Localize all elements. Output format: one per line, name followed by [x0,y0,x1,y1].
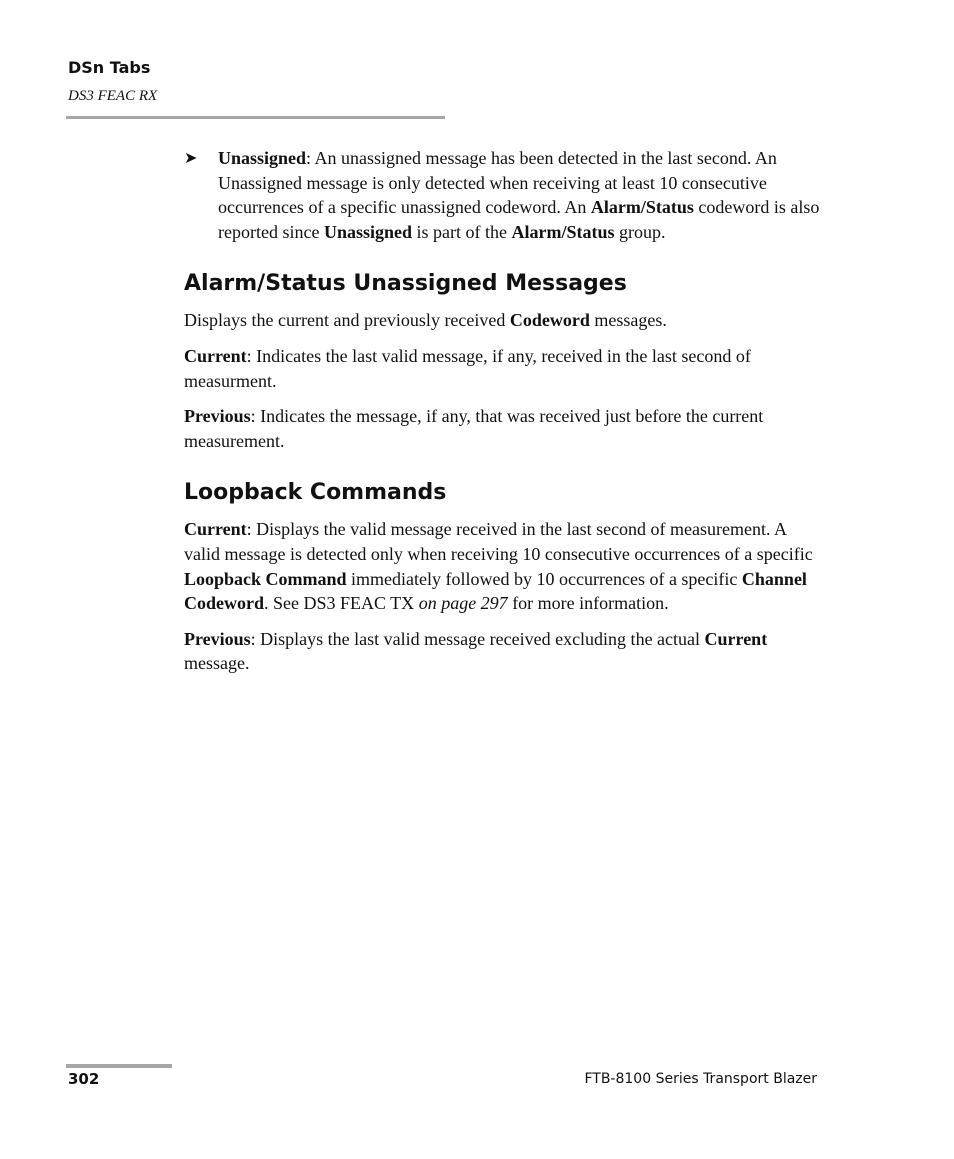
bullet-arrow-icon: ➤ [184,148,198,167]
product-name: FTB-8100 Series Transport Blazer [584,1071,817,1087]
page-number: 302 [68,1070,100,1088]
alarm-current-paragraph: Current: Indicates the last valid message, if any, received in the last second of measurment. [184,345,751,391]
page-body [184,146,824,676]
footer-divider [66,1064,172,1068]
loopback-heading: Loopback Commands [184,480,447,506]
section-header-title: DSn Tabs [68,58,151,77]
header-divider [66,116,445,119]
alarm-status-heading: Alarm/Status Unassigned Messages [184,271,627,297]
page-reference-link[interactable]: on page 297 [418,593,508,614]
alarm-previous-paragraph: Previous: Indicates the message, if any, that was received just before the current measurement. [184,406,764,451]
loopback-current-paragraph: Current: Displays the valid message received in the last second of measurement. A valid message is detected only when receiving 10 consecutive occurrences of a specific Loopback Command immediately followed by 10 occurrences of a specific Channel Codeword. See DS3 FEAC TX on page 297 for more information. [184,519,813,614]
unassigned-bullet: ➤ Unassigned: An unassigned message has been detected in the last second. An Unassigned message is only detected when receiving at least 10 consecutive occurrences of a specific unassigned codeword. An Alarm/Status codeword is also reported since Unassigned is part of the Alarm/Status group. [184,148,820,242]
loopback-previous-paragraph: Previous: Displays the last valid message received excluding the actual Current message. [184,628,768,674]
section-header-subtitle: DS3 FEAC RX [68,88,158,104]
alarm-intro-paragraph: Displays the current and previously received Codeword messages. [184,310,667,331]
bullet-term: Unassigned [218,148,307,168]
